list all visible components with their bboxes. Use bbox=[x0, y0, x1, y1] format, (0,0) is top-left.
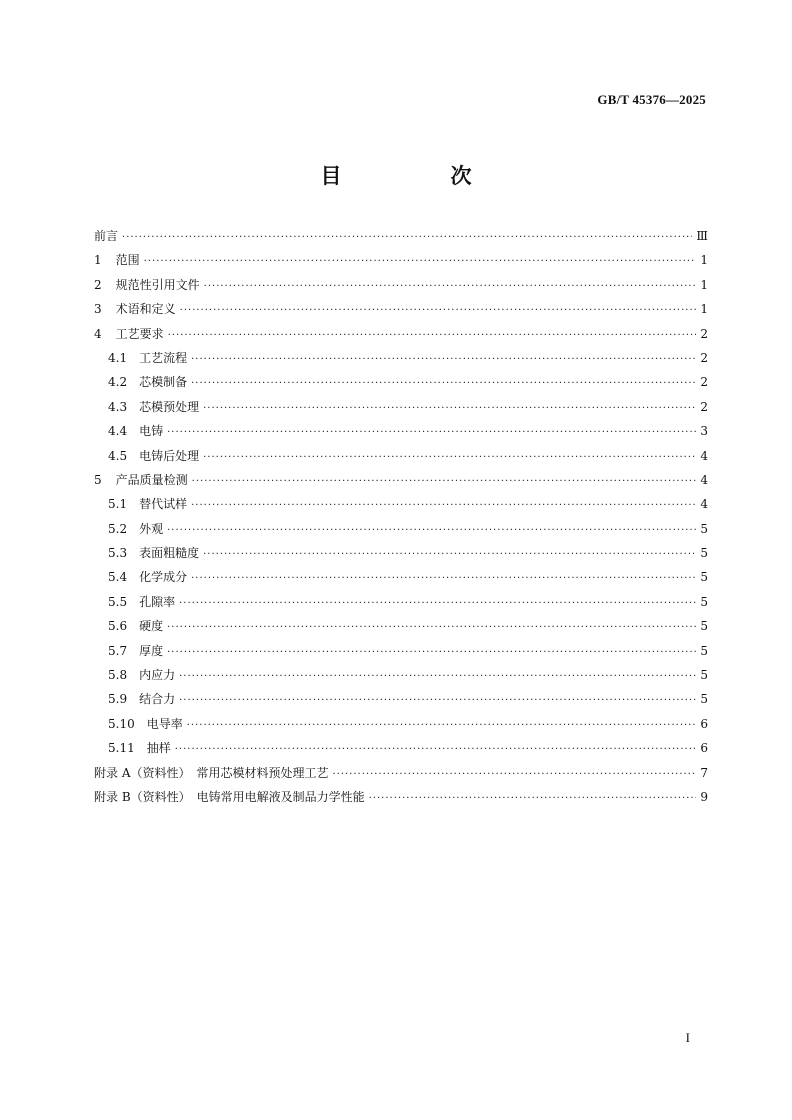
toc-entry[interactable] bbox=[94, 565, 708, 589]
toc-dot-leader bbox=[179, 665, 696, 689]
toc-entry-number: 5 bbox=[94, 472, 102, 487]
toc-dot-leader bbox=[122, 226, 692, 250]
toc-entry[interactable] bbox=[94, 419, 708, 443]
toc-entry-label: 表面粗糙度 bbox=[139, 546, 200, 561]
toc-entry[interactable] bbox=[94, 492, 708, 516]
toc-entry[interactable] bbox=[94, 639, 708, 663]
toc-entry-page: 1 bbox=[700, 253, 708, 268]
toc-entry-label: 工艺要求 bbox=[115, 326, 164, 341]
toc-entry-number: 4.5 bbox=[108, 448, 128, 463]
toc-entry[interactable] bbox=[94, 370, 708, 394]
toc-entry-label: 结合力 bbox=[139, 692, 176, 707]
toc-entry-label: 附录 B（资料性） 电铸常用电解液及制品力学性能 bbox=[94, 789, 365, 804]
standard-code: GB/T 45376—2025 bbox=[597, 92, 706, 107]
toc-entry-label: 内应力 bbox=[139, 668, 176, 683]
toc-entry-label: 硬度 bbox=[139, 619, 164, 634]
toc-entry-number: 4 bbox=[94, 326, 102, 341]
toc-entry-page: 5 bbox=[700, 692, 708, 707]
toc-dot-leader bbox=[187, 714, 696, 738]
toc-entry-number: 5.11 bbox=[108, 741, 135, 756]
toc-entry[interactable] bbox=[94, 444, 708, 468]
toc-entry-label: 芯模预处理 bbox=[139, 399, 200, 414]
toc-entry[interactable] bbox=[94, 468, 708, 492]
toc-entry-page: 1 bbox=[700, 277, 708, 292]
toc-entry[interactable] bbox=[94, 785, 708, 809]
toc-entry[interactable] bbox=[94, 517, 708, 541]
toc-entry-number: 5.4 bbox=[108, 570, 128, 585]
toc-entry-page: 2 bbox=[700, 399, 708, 414]
toc-entry[interactable] bbox=[94, 322, 708, 346]
toc-entry[interactable] bbox=[94, 590, 708, 614]
toc-entry-number: 5.2 bbox=[108, 521, 128, 536]
toc-entry-number: 5.1 bbox=[108, 497, 128, 512]
toc-dot-leader bbox=[191, 372, 696, 396]
toc-entry-page: 6 bbox=[700, 716, 708, 731]
toc-entry-label: 电导率 bbox=[146, 716, 183, 731]
toc-entry-number: 5.9 bbox=[108, 692, 128, 707]
toc-entry-page: 7 bbox=[700, 765, 708, 780]
toc-entry-number: 2 bbox=[94, 277, 102, 292]
toc-entry-page: 2 bbox=[700, 350, 708, 365]
toc-entry-page: 5 bbox=[700, 668, 708, 683]
toc-entry-page: Ⅲ bbox=[696, 229, 708, 243]
toc-entry-page: 5 bbox=[700, 619, 708, 634]
toc-dot-leader bbox=[204, 275, 696, 299]
toc-entry-label: 外观 bbox=[139, 521, 164, 536]
toc-entry-label: 附录 A（资料性） 常用芯模材料预处理工艺 bbox=[94, 765, 329, 780]
toc-entry-label: 电铸 bbox=[139, 424, 164, 439]
toc-dot-leader bbox=[167, 641, 696, 665]
toc-entry-number: 3 bbox=[94, 302, 102, 317]
toc-dot-leader bbox=[203, 397, 696, 421]
toc-entry-label: 孔隙率 bbox=[139, 594, 176, 609]
toc-dot-leader bbox=[369, 787, 696, 811]
toc-entry-page: 3 bbox=[700, 424, 708, 439]
toc-dot-leader bbox=[203, 446, 696, 470]
toc-entry-label: 厚度 bbox=[139, 643, 164, 658]
page-number: I bbox=[685, 1030, 690, 1045]
toc-dot-leader bbox=[175, 738, 696, 762]
toc-entry-number: 5.3 bbox=[108, 546, 128, 561]
toc-dot-leader bbox=[191, 348, 696, 372]
toc-entry-label: 芯模制备 bbox=[139, 375, 188, 390]
toc-entry-number: 5.10 bbox=[108, 716, 135, 731]
toc-entry-page: 2 bbox=[700, 375, 708, 390]
toc-entry[interactable] bbox=[94, 395, 708, 419]
toc-entry[interactable] bbox=[94, 687, 708, 711]
toc-entry[interactable] bbox=[94, 224, 708, 248]
toc-dot-leader bbox=[144, 250, 696, 274]
page-title: 目 次 bbox=[320, 163, 516, 188]
toc-entry-page: 4 bbox=[700, 497, 708, 512]
toc-entry[interactable] bbox=[94, 346, 708, 370]
toc-entry-number: 5.6 bbox=[108, 619, 128, 634]
toc-entry-page: 1 bbox=[700, 302, 708, 317]
toc-entry[interactable] bbox=[94, 736, 708, 760]
table-of-contents bbox=[94, 224, 708, 809]
toc-entry-label: 化学成分 bbox=[139, 570, 188, 585]
toc-entry-page: 6 bbox=[700, 741, 708, 756]
toc-entry[interactable] bbox=[94, 248, 708, 272]
toc-entry-page: 5 bbox=[700, 570, 708, 585]
toc-entry-page: 2 bbox=[700, 326, 708, 341]
toc-dot-leader bbox=[179, 592, 696, 616]
toc-entry-number: 4.3 bbox=[108, 399, 128, 414]
toc-dot-leader bbox=[167, 421, 696, 445]
toc-entry[interactable] bbox=[94, 712, 708, 736]
toc-entry-page: 4 bbox=[700, 472, 708, 487]
toc-entry-page: 5 bbox=[700, 521, 708, 536]
toc-entry-label: 抽样 bbox=[146, 741, 171, 756]
toc-entry[interactable] bbox=[94, 614, 708, 638]
toc-entry-label: 工艺流程 bbox=[139, 350, 188, 365]
toc-dot-leader bbox=[179, 689, 696, 713]
toc-entry-page: 5 bbox=[700, 594, 708, 609]
toc-entry-number: 5.8 bbox=[108, 668, 128, 683]
toc-entry-label: 产品质量检测 bbox=[115, 472, 188, 487]
toc-dot-leader bbox=[191, 494, 696, 518]
toc-entry-page: 5 bbox=[700, 643, 708, 658]
toc-entry[interactable] bbox=[94, 273, 708, 297]
toc-dot-leader bbox=[167, 616, 696, 640]
toc-entry-number: 4.1 bbox=[108, 350, 128, 365]
toc-entry-label: 替代试样 bbox=[139, 497, 188, 512]
toc-entry-number: 5.5 bbox=[108, 594, 128, 609]
toc-dot-leader bbox=[192, 470, 696, 494]
toc-entry-label: 术语和定义 bbox=[115, 302, 176, 317]
toc-entry-label: 规范性引用文件 bbox=[115, 277, 200, 292]
toc-entry-label: 范围 bbox=[115, 253, 140, 268]
toc-entry-page: 4 bbox=[700, 448, 708, 463]
toc-entry[interactable] bbox=[94, 297, 708, 321]
toc-entry-number: 1 bbox=[94, 253, 102, 268]
toc-dot-leader bbox=[332, 763, 696, 787]
toc-dot-leader bbox=[167, 519, 696, 543]
toc-entry[interactable] bbox=[94, 541, 708, 565]
toc-dot-leader bbox=[191, 567, 696, 591]
toc-entry-page: 5 bbox=[700, 546, 708, 561]
toc-dot-leader bbox=[168, 324, 696, 348]
toc-entry-label: 电铸后处理 bbox=[139, 448, 200, 463]
toc-entry-page: 9 bbox=[700, 789, 708, 804]
toc-entry-number: 4.4 bbox=[108, 424, 128, 439]
toc-entry-label: 前言 bbox=[94, 229, 119, 243]
toc-entry[interactable] bbox=[94, 761, 708, 785]
toc-dot-leader bbox=[203, 543, 696, 567]
toc-dot-leader bbox=[180, 299, 696, 323]
toc-entry-number: 5.7 bbox=[108, 643, 128, 658]
toc-entry[interactable] bbox=[94, 663, 708, 687]
toc-entry-number: 4.2 bbox=[108, 375, 128, 390]
